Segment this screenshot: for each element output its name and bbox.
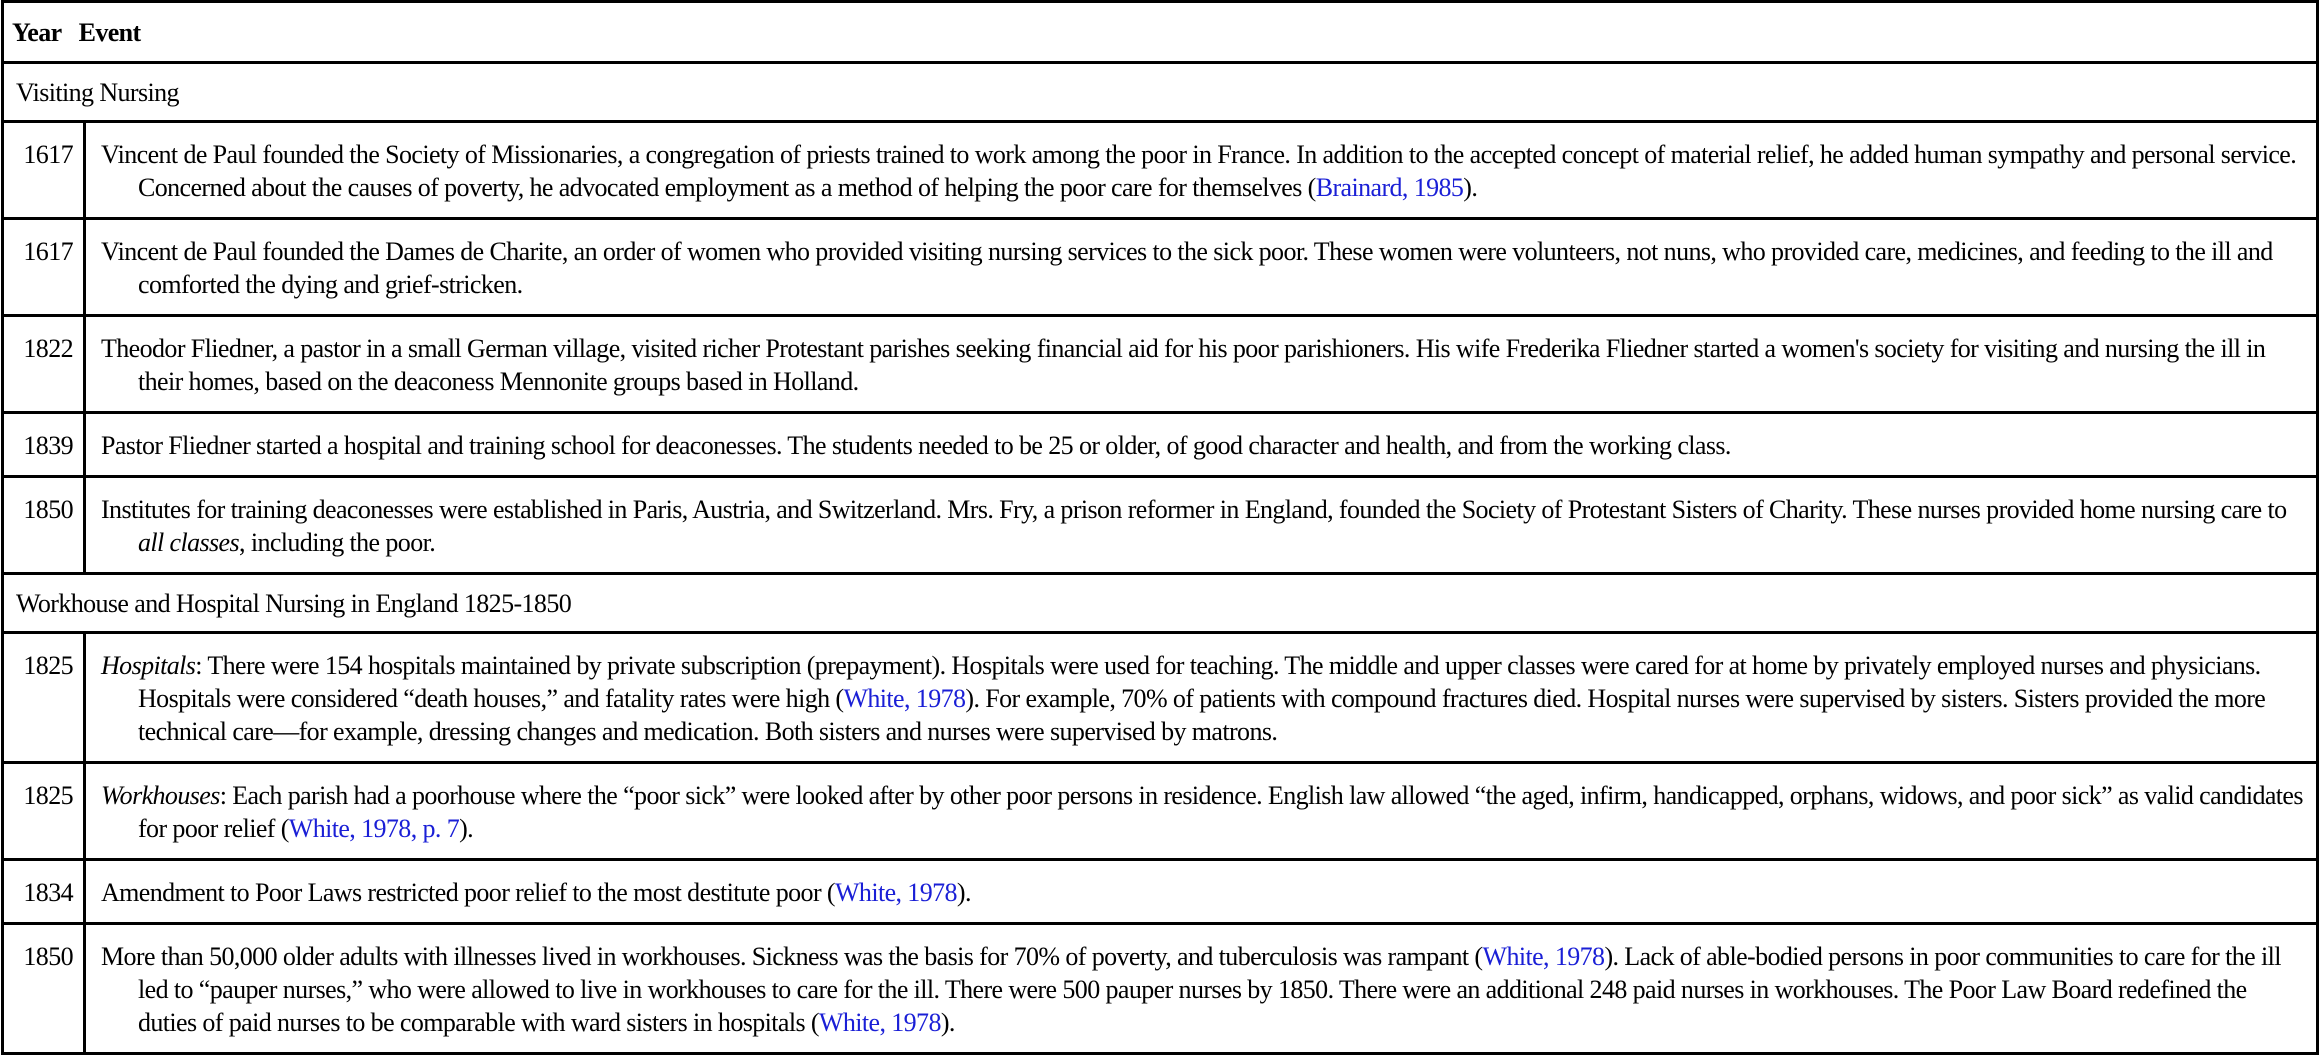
event-text-segment: Institutes for training deaconesses were established in Paris, Austria, and Switzerland. Mrs. Fry, a prison reformer in England, founded the Society of Protestant Sisters of Charity. These nurses provided home nursing care to (101, 495, 2287, 524)
event-text-segment: More than 50,000 older adults with illnesses lived in workhouses. Sickness was the basis for 70% of poverty, and tuberculosis was rampant ( (101, 942, 1483, 971)
event-text-segment: Pastor Fliedner started a hospital and training school for deaconesses. The students needed to be 25 or older, of good character and health, and from the working class. (101, 431, 1731, 460)
event-text-segment: Theodor Fliedner, a pastor in a small German village, visited richer Protestant parishes seeking financial aid for his poor parishioners. His wife Frederika Fliedner started a women's society for visiting and nursing the ill in their homes, based on the deaconess Mennonite groups based in Holland. (101, 334, 2266, 396)
year-cell: 1825 (3, 633, 85, 763)
event-cell (85, 633, 2318, 763)
year-cell: 1850 (3, 477, 85, 574)
event-cell (85, 763, 2318, 860)
event-text-segment: Vincent de Paul founded the Society of Missionaries, a congregation of priests trained to work among the poor in France. In addition to the accepted concept of material relief, he added human sympathy and personal service. Concerned about the causes of poverty, he advocated employment as a method of helping the poor care for themselves ( (101, 140, 2297, 202)
event-text-segment: Vincent de Paul founded the Dames de Charite, an order of women who provided visiting nursing services to the sick poor. These women were volunteers, not nuns, who provided care, medicines, and feeding to the ill and comforted the dying and grief-stricken. (101, 237, 2273, 299)
year-cell: 1617 (3, 122, 85, 219)
table-header (3, 2, 2318, 63)
citation-link[interactable]: Brainard, 1985 (1315, 173, 1464, 202)
event-text-segment: : There were 154 hospitals maintained by private subscription (prepayment). Hospitals were used for teaching. The middle and upper classes were cared for at home by privately employed nurses and physicians. Hospitals were considered “death houses,” and fatality rates were high ( (138, 651, 2261, 713)
event-text-segment: : Each parish had a poorhouse where the “poor sick” were looked after by other poor persons in residence. English law allowed “the aged, infirm, handicapped, orphans, widows, and poor sick” as valid candidates for poor relief ( (138, 781, 2303, 843)
citation-link[interactable]: White, 1978 (818, 1008, 941, 1037)
event-cell (85, 860, 2318, 924)
year-cell: 1617 (3, 219, 85, 316)
event-text (101, 138, 2306, 204)
event-text (101, 649, 2306, 748)
event-column-header: Event (78, 18, 141, 47)
table-row (3, 316, 2318, 413)
table-row (3, 219, 2318, 316)
citation-link[interactable]: White, 1978, p. 7 (288, 814, 460, 843)
event-text-segment: ). For example, 70% of patients with compound fractures died. Hospital nurses were supervised by sisters. Sisters provided the more technical care—for example, dressing changes and medication. Both sisters and nurses were supervised by matrons. (138, 684, 2266, 746)
table-row (3, 633, 2318, 763)
event-text-segment: ). (1463, 173, 1478, 202)
event-cell (85, 219, 2318, 316)
year-cell: 1850 (3, 924, 85, 1054)
year-cell: 1825 (3, 763, 85, 860)
section-header-row (3, 574, 2318, 633)
table-header-row (3, 2, 2318, 63)
event-text (101, 493, 2306, 559)
event-text-segment: ). (956, 878, 971, 907)
citation-link[interactable]: White, 1978 (843, 684, 966, 713)
event-text (101, 876, 2306, 909)
citation-link[interactable]: White, 1978 (1482, 942, 1605, 971)
table-row (3, 477, 2318, 574)
event-cell (85, 316, 2318, 413)
history-table (1, 0, 2319, 1055)
year-cell: 1834 (3, 860, 85, 924)
event-text (101, 235, 2306, 301)
emphasis-text: Hospitals (101, 651, 196, 680)
emphasis-text: all classes (138, 528, 240, 557)
event-text (101, 429, 2306, 462)
citation-link[interactable]: White, 1978 (834, 878, 957, 907)
section-title: Visiting Nursing (3, 63, 2318, 122)
table-row (3, 122, 2318, 219)
table-row (3, 860, 2318, 924)
event-cell (85, 477, 2318, 574)
event-text-segment: ). Lack of able-bodied persons in poor communities to care for the ill led to “pauper nurses,” who were allowed to live in workhouses to care for the ill. There were 500 pauper nurses by 1850. There were an additional 248 paid nurses in workhouses. The Poor Law Board redefined the duties of paid nurses to be comparable with ward sisters in hospitals ( (138, 942, 2281, 1037)
event-text (101, 332, 2306, 398)
event-text-segment: , including the poor. (239, 528, 436, 557)
event-cell (85, 413, 2318, 477)
table-body (3, 63, 2318, 1054)
event-text-segment: ). (940, 1008, 955, 1037)
section-header-row (3, 63, 2318, 122)
year-cell: 1839 (3, 413, 85, 477)
table-row (3, 413, 2318, 477)
table-row (3, 924, 2318, 1054)
event-text-segment: ). (459, 814, 474, 843)
event-text (101, 779, 2306, 845)
emphasis-text: Workhouses (101, 781, 220, 810)
event-cell (85, 122, 2318, 219)
year-column-header: Year (12, 18, 62, 47)
event-cell (85, 924, 2318, 1054)
table-row (3, 763, 2318, 860)
year-cell: 1822 (3, 316, 85, 413)
section-title: Workhouse and Hospital Nursing in England 1825-1850 (3, 574, 2318, 633)
event-text (101, 940, 2306, 1039)
event-text-segment: Amendment to Poor Laws restricted poor relief to the most destitute poor ( (101, 878, 835, 907)
